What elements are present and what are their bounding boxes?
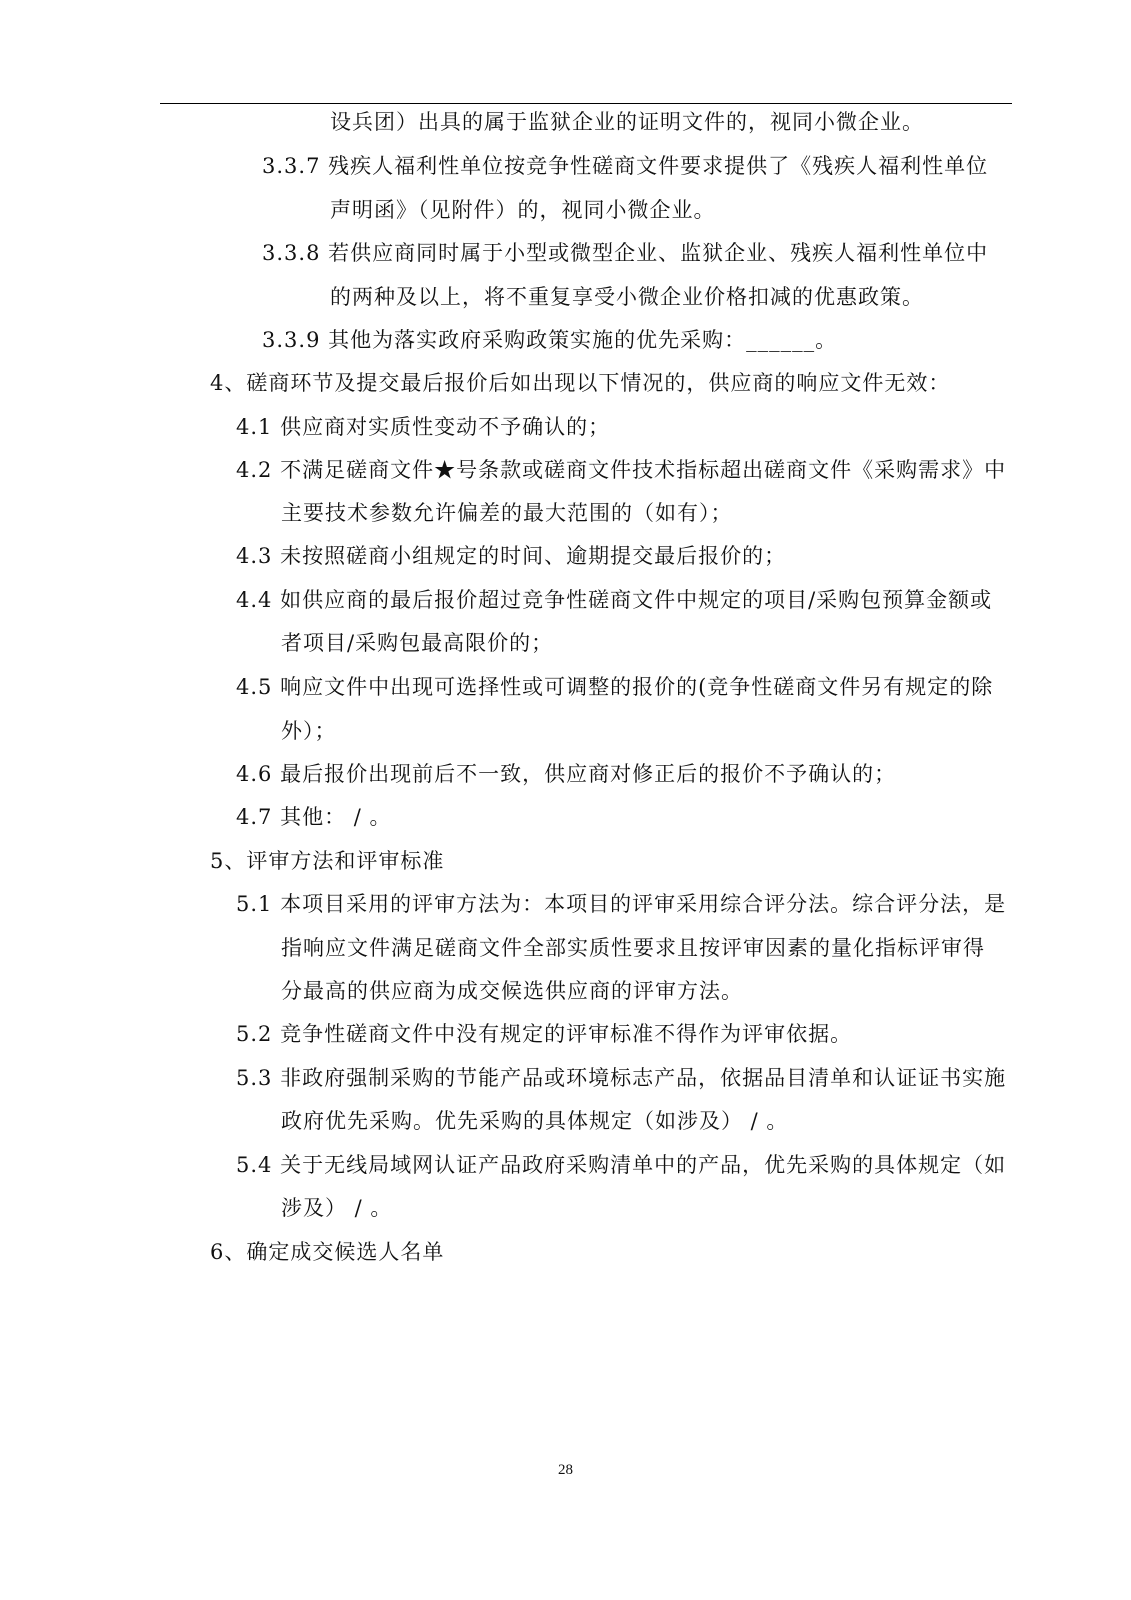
section-heading: 6、确定成交候选人名单 xyxy=(210,1240,445,1264)
text-line: 4.1 供应商对实质性变动不予确认的； xyxy=(236,415,611,439)
text-line: 指响应文件满足磋商文件全部实质性要求且按评审因素的量化指标评审得 xyxy=(281,936,985,960)
text-line: 4.6 最后报价出现前后不一致，供应商对修正后的报价不予确认的； xyxy=(236,762,897,786)
text-line: 5.4 关于无线局域网认证产品政府采购清单中的产品，优先采购的具体规定（如 xyxy=(236,1153,1007,1177)
text-line: 政府优先采购。优先采购的具体规定（如涉及） / 。 xyxy=(281,1109,789,1133)
text-line: 者项目/采购包最高限价的； xyxy=(281,631,554,655)
text-line: 主要技术参数允许偏差的最大范围的（如有）； xyxy=(281,501,733,525)
text-line: 4.7 其他： / 。 xyxy=(236,805,392,829)
text-line: 3.3.9 其他为落实政府采购政策实施的优先采购：______。 xyxy=(262,328,838,352)
text-line: 5.2 竞争性磋商文件中没有规定的评审标准不得作为评审依据。 xyxy=(236,1022,853,1046)
text-line: 4.3 未按照磋商小组规定的时间、逾期提交最后报价的； xyxy=(236,544,787,568)
text-line: 4.2 不满足磋商文件★号条款或磋商文件技术指标超出磋商文件《采购需求》中 xyxy=(236,458,1007,482)
text-line: 外）； xyxy=(281,719,337,743)
text-line: 声明函》（见附件）的，视同小微企业。 xyxy=(330,198,716,222)
text-line: 分最高的供应商为成交候选供应商的评审方法。 xyxy=(281,979,743,1003)
text-line: 5.1 本项目采用的评审方法为：本项目的评审采用综合评分法。综合评分法，是 xyxy=(236,892,1007,916)
header-rule xyxy=(160,103,1012,104)
text-line: 3.3.8 若供应商同时属于小型或微型企业、监狱企业、残疾人福利性单位中 xyxy=(262,241,989,265)
text-line: 的两种及以上，将不重复享受小微企业价格扣减的优惠政策。 xyxy=(330,285,924,309)
page-number: 28 xyxy=(558,1462,573,1478)
text-line: 5.3 非政府强制采购的节能产品或环境标志产品，依据品目清单和认证证书实施 xyxy=(236,1066,1007,1090)
text-line: 3.3.7 残疾人福利性单位按竞争性磋商文件要求提供了《残疾人福利性单位 xyxy=(262,154,989,178)
text-line: 涉及） / 。 xyxy=(281,1196,393,1220)
section-heading: 5、评审方法和评审标准 xyxy=(210,849,445,873)
section-heading: 4、磋商环节及提交最后报价后如出现以下情况的，供应商的响应文件无效： xyxy=(210,371,951,395)
text-line: 4.4 如供应商的最后报价超过竞争性磋商文件中规定的项目/采购包预算金额或 xyxy=(236,588,993,612)
text-line: 设兵团）出具的属于监狱企业的证明文件的，视同小微企业。 xyxy=(330,110,924,134)
text-line: 4.5 响应文件中出现可选择性或可调整的报价的(竞争性磋商文件另有规定的除 xyxy=(236,675,994,699)
